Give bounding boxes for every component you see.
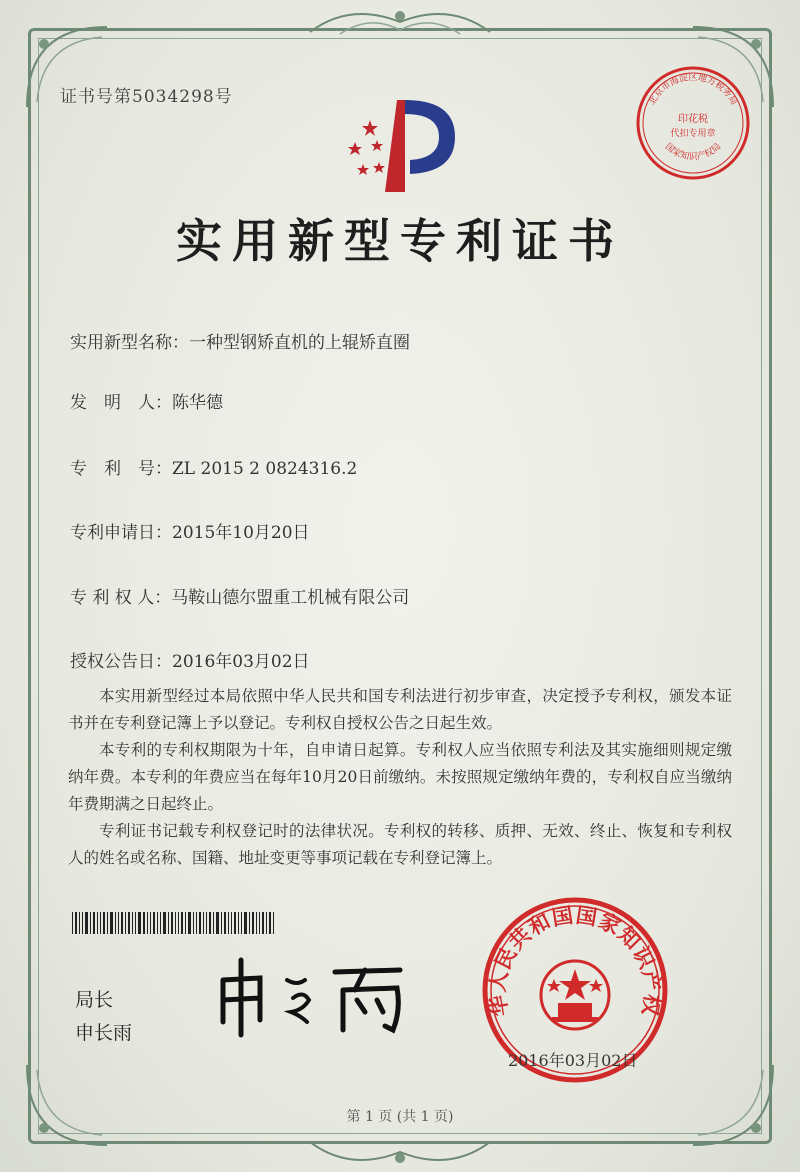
- barcode-bar: [125, 912, 126, 934]
- bottom-ornament: [300, 1132, 500, 1172]
- barcode-bar: [75, 912, 77, 934]
- barcode: [72, 912, 302, 934]
- barcode-bar: [90, 912, 91, 934]
- barcode-bar: [138, 912, 141, 934]
- barcode-bar: [100, 912, 101, 934]
- body-paragraph: 本专利的专利权期限为十年，自申请日起算。专利权人应当依照专利法及其实施细则规定缴纳年费。本专利的年费应当在每年10月20日前缴纳。未按照规定缴纳年费的，专利权自应当缴纳年费期满之日起终止。: [68, 741, 732, 813]
- barcode-bar: [241, 912, 242, 934]
- certificate-number: 证书号第5034298号: [60, 87, 233, 107]
- field-value: 2015年10月20日: [172, 523, 310, 543]
- barcode-bar: [259, 912, 260, 934]
- field-label: 发 明 人：: [70, 393, 172, 413]
- certificate-title: 实用新型专利证书: [176, 214, 624, 268]
- corner-ornament-bottom-left: [22, 1060, 112, 1150]
- tax-stamp-center-line2: 代扣专用章: [670, 129, 716, 139]
- barcode-bar: [97, 912, 98, 934]
- tax-stamp-bottom-text: 国家知识产权局: [662, 141, 724, 163]
- barcode-bar: [121, 912, 123, 934]
- national-emblem-icon: [541, 961, 609, 1029]
- barcode-bar: [234, 912, 236, 934]
- barcode-bar: [185, 912, 186, 934]
- field-label: 专 利 权 人：: [70, 588, 172, 608]
- barcode-bar: [249, 912, 250, 934]
- director-title: 局长: [75, 989, 114, 1011]
- barcode-bar: [252, 912, 254, 934]
- field-value: 陈华德: [172, 393, 223, 413]
- barcode-bar: [262, 912, 264, 934]
- barcode-bar: [213, 912, 214, 934]
- barcode-bar: [150, 912, 151, 934]
- barcode-bar: [118, 912, 119, 934]
- barcode-bar: [256, 912, 257, 934]
- barcode-bar: [82, 912, 83, 934]
- barcode-bar: [107, 912, 108, 934]
- field-grant-date: [70, 647, 310, 672]
- barcode-bar: [168, 912, 169, 934]
- field-value: 一种型钢矫直机的上辊矫直圈: [189, 333, 410, 353]
- field-value: 马鞍山德尔盟重工机械有限公司: [171, 588, 410, 608]
- barcode-bar: [273, 912, 274, 934]
- corner-ornament-bottom-right: [688, 1060, 778, 1150]
- barcode-bar: [193, 912, 194, 934]
- barcode-bar: [238, 912, 239, 934]
- barcode-bar: [244, 912, 247, 934]
- barcode-bar: [196, 912, 197, 934]
- barcode-bar: [110, 912, 113, 934]
- barcode-bar: [221, 912, 222, 934]
- seal-text: 华人民共和国国家知识产权: [484, 902, 666, 1019]
- barcode-bar: [163, 912, 166, 934]
- svg-text:北京市海淀区地方税务局: [646, 71, 740, 107]
- field-application-date: [70, 518, 310, 543]
- svg-text:国家知识产权局: [663, 141, 723, 162]
- body-paragraph: 专利证书记载专利权登记时的法律状况。专利权的转移、质押、无效、终止、恢复和专利权人的姓名或名称、国籍、地址变更等事项记载在专利登记簿上。: [68, 822, 732, 867]
- barcode-bar: [128, 912, 130, 934]
- seal-date: 2016年03月02日: [508, 1051, 638, 1070]
- tax-stamp-center-line1: 印花税: [678, 114, 708, 125]
- field-value: 2016年03月02日: [172, 652, 310, 672]
- barcode-bar: [85, 912, 88, 934]
- cnipa-logo-icon: [335, 92, 475, 202]
- barcode-bar: [79, 912, 80, 934]
- barcode-bar: [228, 912, 229, 934]
- field-patent-number: [70, 454, 357, 479]
- barcode-bar: [115, 912, 116, 934]
- page-number: 第 1 页 (共 1 页): [346, 1109, 454, 1125]
- barcode-bar: [209, 912, 211, 934]
- barcode-bar: [171, 912, 173, 934]
- barcode-bar: [93, 912, 95, 934]
- tax-stamp: [634, 64, 752, 182]
- barcode-bar: [153, 912, 155, 934]
- barcode-bar: [266, 912, 267, 934]
- barcode-bar: [147, 912, 148, 934]
- barcode-bar: [231, 912, 232, 934]
- barcode-bar: [160, 912, 161, 934]
- barcode-bar: [206, 912, 207, 934]
- svg-text:中华人民共和国国家知识产权局: [480, 895, 666, 1018]
- tax-stamp-ring-text: 北京市海淀区地方税务局: [647, 73, 739, 108]
- director-signature: [205, 950, 425, 1040]
- barcode-bar: [178, 912, 179, 934]
- field-value: ZL 2015 2 0824316.2: [172, 459, 358, 479]
- field-label: 专利申请日：: [70, 523, 172, 543]
- barcode-bar: [188, 912, 191, 934]
- field-patentee: [70, 583, 409, 608]
- barcode-bar: [157, 912, 158, 934]
- field-label: 实用新型名称：: [70, 333, 189, 353]
- field-label: 授权公告日：: [70, 652, 172, 672]
- barcode-bar: [72, 912, 73, 934]
- director-name: 申长雨: [75, 1022, 133, 1044]
- barcode-bar: [143, 912, 145, 934]
- top-ornament: [300, 2, 500, 42]
- field-label: 专 利 号：: [70, 459, 172, 479]
- certificate-body: [68, 683, 732, 872]
- barcode-bar: [175, 912, 176, 934]
- barcode-bar: [216, 912, 219, 934]
- body-paragraph: 本实用新型经过本局依照中华人民共和国专利法进行初步审查，决定授予专利权，颁发本证书并在专利登记簿上予以登记。专利权自授权公告之日起生效。: [68, 687, 732, 732]
- field-inventor: [70, 388, 223, 413]
- barcode-bar: [132, 912, 133, 934]
- barcode-bar: [269, 912, 271, 934]
- barcode-bar: [203, 912, 204, 934]
- field-utility-model-name: [70, 328, 410, 353]
- barcode-bar: [135, 912, 136, 934]
- barcode-bar: [181, 912, 183, 934]
- barcode-bar: [103, 912, 105, 934]
- barcode-bar: [224, 912, 226, 934]
- barcode-bar: [199, 912, 201, 934]
